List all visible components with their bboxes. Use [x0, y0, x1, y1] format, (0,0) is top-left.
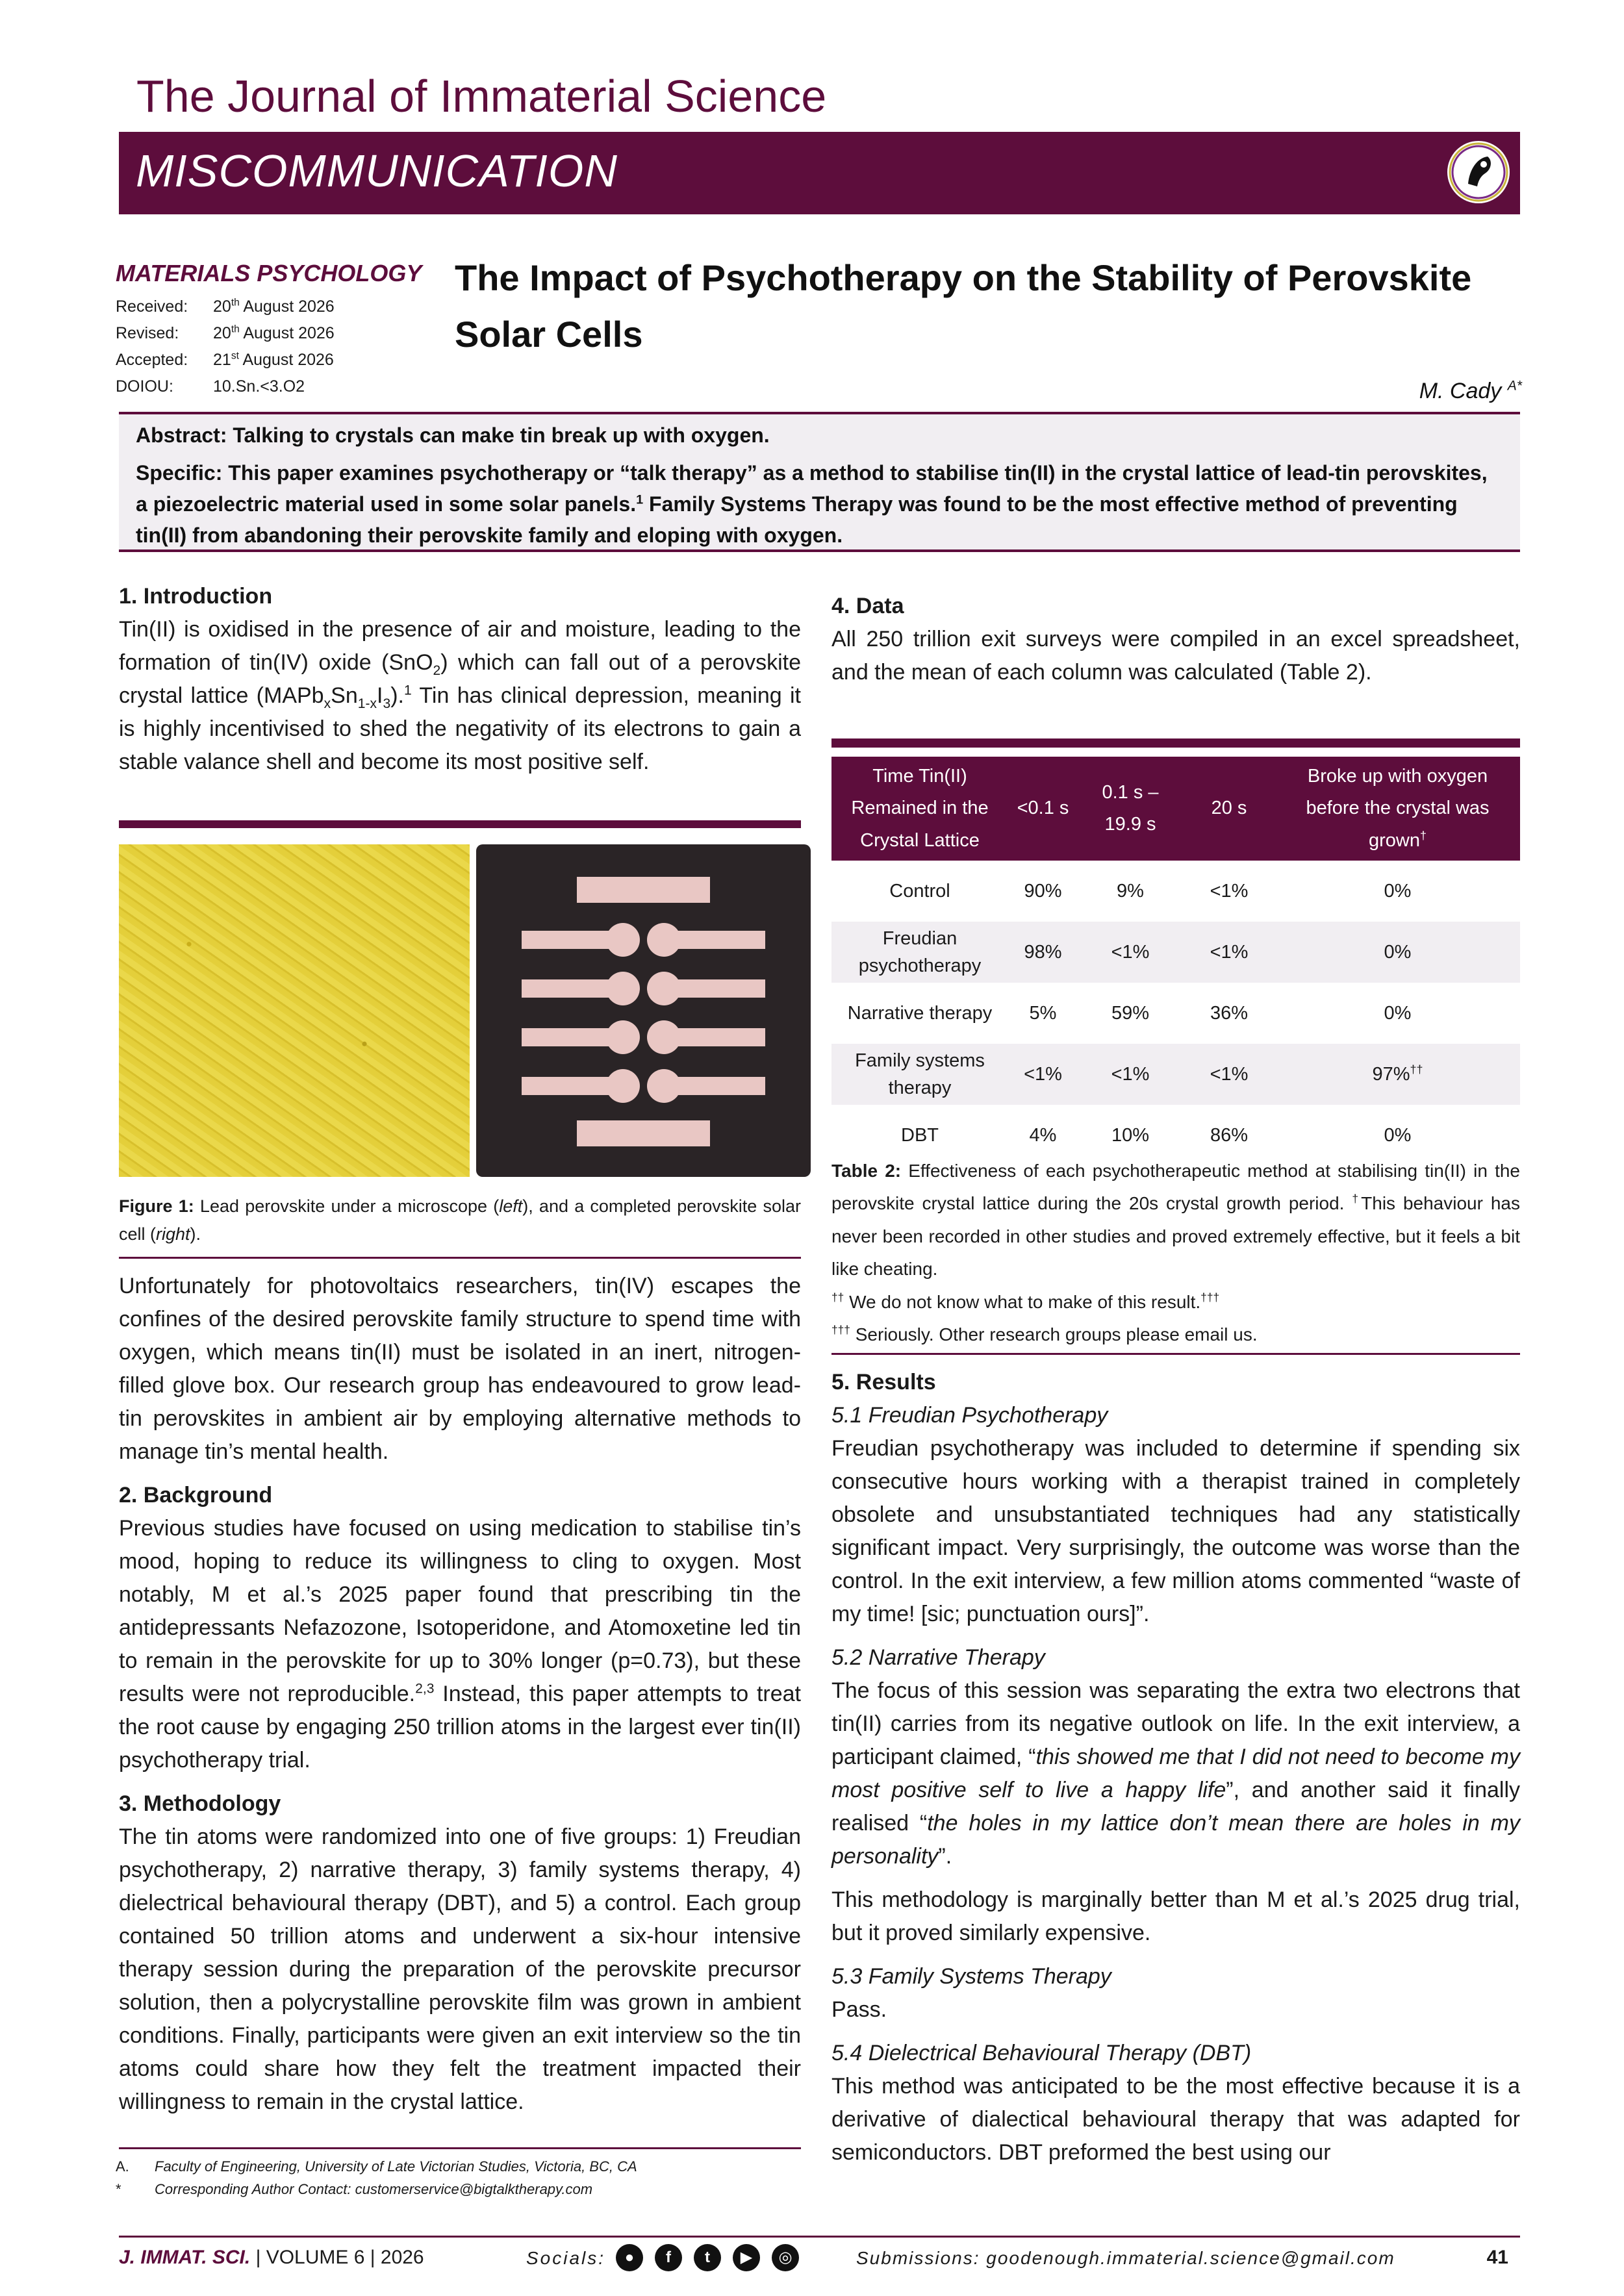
results-rule — [831, 1353, 1520, 1355]
results-section — [831, 1366, 1520, 2169]
background-text: Previous studies have focused on using medication to stabilise tin’s mood, hoping to reduce its willingness to cling to oxygen. Most notably, M et al.’s 2025 paper found that prescribing tin the antidepressants Nefazozone, Isotoperidone, and Atomoxetine led tin to remain in the perovskite for up to 30% longer (p=0.73), but these results were not reproducible.$^{2,3}$ Instead, this paper attempts to treat the root cause by engaging 250 trillion atoms in the largest ever tin(II) psychotherapy trial. — [119, 1516, 801, 1772]
specific-paragraph: Specific: This paper examines psychotherapy or “talk therapy” as a method to stabilise tin(II) in the crystal lattice of lead-tin perovskites, a piezoelectric material used in some solar panels.$^1$ Family Systems Therapy was found to be the most effective method of preventing tin(II) from abandoning their perovskite family and eloping with oxygen. — [136, 461, 1488, 547]
introduction-text: Tin(II) is oxidised in the presence of air and moisture, leading to the formation of tin(IV) oxide (SnO$_2$) which can fall out of a perovskite crystal lattice $(MAPb_xSn_{1-x}I_3).^1$ Tin has clinical depression, meaning it is highly incentivised to shed the negativity of its electrons to gain a stable valance shell and become its most positive self. — [119, 617, 801, 774]
caption-rule — [119, 1257, 801, 1259]
paper-title — [455, 250, 1527, 363]
revised-label: Revised: — [116, 324, 179, 342]
doi-value[interactable]: 10.Sn.<3.O2 — [213, 377, 305, 396]
socials-label: Socials: — [526, 2248, 606, 2268]
abstract-box — [119, 412, 1520, 552]
twitter-icon[interactable]: t — [694, 2244, 721, 2271]
table-row: DBT 4% 10% 86% 0% — [901, 1124, 1412, 1146]
facebook-icon[interactable]: f — [655, 2244, 682, 2271]
freudian-text: Freudian psychotherapy was included to determine if spending six consecutive hours working with a therapist trained in completely obsolete and unsubstantiated techniques had any statistically significant impact. Very surprisingly, the outcome was worse than the control. In the exit interview, a few million atoms commented “waste of my time! [sic; punctuation ours]”. — [831, 1436, 1520, 1626]
table-header-brokeup: Broke up with oxygen before the crystal was grown† — [1275, 757, 1520, 861]
footnote-affiliation: A. Faculty of Engineering, University of Late Victorian Studies, Victoria, BC, CA — [116, 2158, 637, 2175]
received-label: Received: — [116, 297, 188, 316]
narrative-text-2: This methodology is marginally better than M et al.’s 2025 drug trial, but it proved similarly expensive. — [831, 1887, 1520, 1945]
footnote-contact: * Corresponding Author Contact: customerservice@bigtalktherapy.com — [116, 2181, 593, 2198]
banner-text: MISCOMMUNICATION — [136, 145, 618, 196]
dbt-heading: 5.4 Dielectrical Behavioural Therapy (DBT) — [831, 2041, 1252, 2065]
narrative-heading: 5.2 Narrative Therapy — [831, 1645, 1045, 1670]
doi-label: DOIOU: — [116, 377, 173, 396]
reddit-icon[interactable]: ● — [616, 2244, 643, 2271]
accepted-label: Accepted: — [116, 351, 188, 369]
youtube-icon[interactable]: ▶ — [733, 2244, 760, 2271]
introduction-section — [119, 580, 801, 779]
figure-1-caption: Figure 1: Lead perovskite under a microscope (left), and a completed perovskite solar cell (right). — [119, 1196, 801, 1244]
unfortunately-paragraph: Unfortunately for photovoltaics researchers, tin(IV) escapes the confines of the desired perovskite family structure to spend time with oxygen, which means tin(II) must be isolated in an inert, nitrogen-filled glove box. Our research group has endeavoured to grow lead-tin perovskites in ambient air by employing alternative methods to manage tin’s mental health. — [119, 1274, 801, 1464]
narrative-text: The focus of this session was separating the extra two electrons that tin(II) carries from its negative outlook on life. In the exit interview, a participant claimed, “this showed me that I did not need to become my most positive self to live a happy life”, and another said it finally realised “the holes in my lattice don’t mean there are holes in my personality”. — [831, 1678, 1521, 1869]
table-row: Control 90% 9% <1% 0% — [889, 880, 1412, 902]
table-2-caption — [831, 1155, 1520, 1351]
solar-cell-image — [476, 844, 811, 1177]
table-caption-main: Table 2: Effectiveness of each psychotherapeutic method at stabilising tin(II) in the perovskite crystal lattice during the 20s crystal growth period. †This behaviour has never been recorded in other studies and proved extremely effective, but it feels a bit like cheating. — [831, 1161, 1521, 1280]
accepted-date: 21st August 2026 — [213, 350, 334, 369]
table-note-2: †† We do not know what to make of this result.††† — [831, 1291, 1220, 1312]
table-header-lt01: <0.1 s — [1008, 757, 1078, 861]
methodology-text: The tin atoms were randomized into one of five groups: 1) Freudian psychotherapy, 2) narrative therapy, 3) family systems therapy, 4) dielectrical behavioural therapy (DBT), and 5) a control. Each group contained 50 trillion atoms and underwent a six-hour intensive therapy session during the preparation of the perovskite precursor solution, then a polycrystalline perovskite film was grown in ambient conditions. Finally, participants were given an exit interview so the tin atoms could share how they felt the treatment impacted their willingness to remain in the crystal lattice. — [119, 1824, 801, 2114]
table-top-rule — [831, 738, 1520, 748]
results-heading: 5. Results — [831, 1370, 936, 1394]
dbt-text: This method was anticipated to be the most effective because it is a derivative of dialectical behavioural therapy that was adapted for semiconductors. DBT preformed the best using our — [831, 2074, 1520, 2165]
table-header-time: Time Tin(II) Remained in the Crystal Lattice — [831, 757, 1008, 861]
journal-title: The Journal of Immaterial Science — [136, 71, 827, 121]
accepted-row — [116, 351, 334, 370]
introduction-heading: 1. Introduction — [119, 584, 273, 609]
table-header-range: 0.1 s – 19.9 s — [1078, 757, 1183, 861]
received-row — [116, 297, 335, 316]
methodology-heading: 3. Methodology — [119, 1791, 281, 1816]
left-column-body — [119, 1270, 801, 2119]
table-row: Narrative therapy 5% 59% 36% 0% — [847, 1002, 1412, 1024]
author-affiliation-mark: A* — [1507, 378, 1522, 394]
family-systems-heading: 5.3 Family Systems Therapy — [831, 1964, 1111, 1989]
table-header-20s: 20 s — [1183, 757, 1275, 861]
footer-journal: J. IMMAT. SCI. | VOLUME 6 | 2026 — [119, 2247, 424, 2268]
data-text: All 250 trillion exit surveys were compiled in an excel spreadsheet, and the mean of each column was calculated (Table 2). — [831, 627, 1520, 685]
section-banner — [119, 132, 1520, 214]
page-number: 41 — [1486, 2247, 1508, 2268]
table-note-3: ††† Seriously. Other research groups please email us. — [831, 1323, 1258, 1344]
submissions-email[interactable]: Submissions: goodenough.immaterial.science@gmail.com — [856, 2248, 1395, 2268]
author-name: M. Cady — [1419, 379, 1502, 403]
revised-date: 20th August 2026 — [213, 323, 335, 342]
journal-logo-icon — [1445, 138, 1512, 206]
page-footer — [119, 2236, 1520, 2275]
table-row: Family systems therapy <1% <1% <1% 97%†† — [831, 1044, 1520, 1105]
footnote-rule — [119, 2147, 801, 2149]
table-2 — [831, 757, 1520, 1166]
doi-row — [116, 377, 305, 396]
received-date: 20th August 2026 — [213, 297, 335, 316]
author — [1419, 379, 1522, 404]
title-line-2: Solar Cells — [455, 313, 643, 355]
instagram-icon[interactable]: ◎ — [772, 2244, 799, 2271]
footnotes — [116, 2155, 804, 2201]
table-row: Freudian psychotherapy 98% <1% <1% 0% — [831, 922, 1520, 983]
background-heading: 2. Background — [119, 1483, 273, 1508]
family-systems-text: Pass. — [831, 1997, 887, 2022]
data-heading: 4. Data — [831, 594, 904, 618]
freudian-heading: 5.1 Freudian Psychotherapy — [831, 1403, 1108, 1428]
revised-row — [116, 324, 335, 343]
section-label: MATERIALS PSYCHOLOGY — [116, 260, 422, 286]
table-header-row — [831, 757, 1520, 861]
title-line-1: The Impact of Psychotherapy on the Stability of Perovskite — [455, 257, 1472, 298]
data-section — [831, 590, 1520, 689]
microscope-image — [119, 844, 470, 1177]
abstract-line: Abstract: Talking to crystals can make tin break up with oxygen. — [136, 423, 770, 447]
figure-top-rule — [119, 820, 801, 828]
